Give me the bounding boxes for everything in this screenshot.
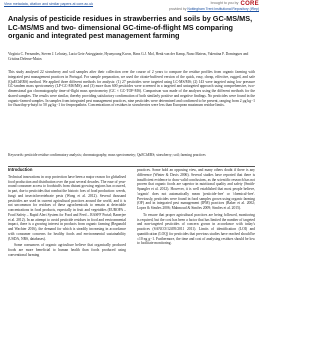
- metadata-link[interactable]: [4, 2, 93, 6]
- keywords: Keywords: pesticide residue confirmatory analysis; chromatography; mass spectrometry; QuEChERS; strawberry; soil; farming practices: [8, 153, 206, 157]
- right-paragraph-1: practices. Some hold an opposing view, and many others doubt if there is any difference (Winter & Davis 2006). Several studies have reported that there is insufficient evidence to draw valid conclusions, as the scientific research has not proven that organic foods are superior in nutritional quality and safety (Smith-Spangler et al. 2012). However, it is well established that most people believe, 'organic' does not automatically mean 'pesticide-free' or 'chemical-free'. Previously, pesticides were found in food samples grown using organic farming (OF) and in integrated pest management (IPM) practices (Baker et al. 2002; Lopez & Simões 2006; Mahmoud & Simões 2009; Simões et al. 2015).: [137, 168, 255, 210]
- right-column: [137, 168, 255, 248]
- intro-paragraph-1: Technical innovations in crop protection have been a major reason for globalised food production and distribution over the past several decades. The ease of year-round consumer access to foodstuffs from distant growing regions has occurred, in part, due to pesticides that combat the historic foes of food production: weeds, fungi and insects/invertebrate pests (Wong et al. 2012). Several thousand pesticides are used in current agricultural practices around the world, and it is not uncommon for residues of these agrochemicals to remain at detectable concentrations in food products, especially in fruit and vegetables (EUROPA – Food Safety – Rapid Alert System for Food and Feed – RASFF Portal; Banerjee et al. 2012). In an attempt to avoid pesticide residues in food and environmental impact, there is a growing interest in products from organic farming (Reganold and Wachter 2016), the demand for which is steadily increasing in accordance with consumer concerns for healthy foods and environmental sustainability (USDA, NRS, databases).: [8, 174, 126, 241]
- section-divider: [8, 166, 255, 167]
- paper-title: Analysis of pesticide residues in strawberries and soils by GC-MS/MS, LC-MS/MS and two- dimensional GC-time-of-flight MS comparing organic and integrated pest management farming: [8, 14, 253, 41]
- core-logo[interactable]: CORE: [240, 1, 259, 7]
- author-list: Virgínia C. Fernandes, Steven J. Lehotay, Lucia Geis-Asteggiante, Hyunyoung Kwon, Hans G.J. Mol, Henk van der Kamp, Nuno Mateus, Valentina F. Domingues and Cristina Delerue-Matos: [8, 52, 249, 61]
- introduction-heading: Introduction: [8, 167, 33, 172]
- repository-link[interactable]: Nottingham Trent Institutional Repository (IRep): [187, 7, 259, 11]
- abstract: This study analysed 22 strawberry and soil samples after their collection over the course of 2 years to compare the residue profiles from organic farming with integrated pest management practices in Portugal. For sample preparation, we used the citrate-buffered version of the quick, easy, cheap, effective, rugged, and safe (QuEChERS) method. We applied three different methods for analysis: (1) 27 pesticides were targeted using LC-MS/MS; (2) 143 were targeted using low pressure GC-tandem mass spectrometry (LP-GC-MS/MS); and (3) more than 600 pesticides were screened in a targeted and untargeted approach using comprehensive, two-dimensional gas chromatography time-of-flight mass spectrometry (GC × GC-TOF-MS). Comparison was made of the analyses using the different methods for the shared samples. The results were similar, thereby providing satisfactory confirmation of both similarly positive and negative findings. No pesticides were found in the organic-farmed samples. In samples from integrated pest management practices, nine pesticides were determined and confirmed to be present, ranging from 2 μg kg−1 for fluazifop-p-butyl to 50 μg kg−1 for fenpropathrin. Concentrations of residues in strawberries were less than European maximum residue limits.: [8, 70, 255, 108]
- metadata-link-text[interactable]: View metadata, citation and similar papers at core.ac.uk: [4, 2, 94, 6]
- right-paragraph-2: To ensure that proper agricultural practices are being followed, monitoring is required, but the cost has been a factor that has limited the number of targeted and non-targeted pesticides of concern grown in accordance with today's practices (SANCO/12495/2011 2011). Limits of identification (LOI) and quantification (LOQ) for pesticides that previous studies have reached should be ≤10 ng g−1. Furthermore, the time and cost of analysing residues should be low to facilitate monitoring.: [137, 212, 255, 246]
- left-column: [8, 168, 126, 260]
- provided-by-prefix: provided by: [168, 7, 187, 11]
- intro-paragraph-2: Some consumers of organic agriculture believe that organically produced foods are more beneficial to human health than foods produced using conventional farming: [8, 243, 126, 257]
- provided-by: [169, 7, 259, 11]
- brought-by-label: brought to you by: [210, 1, 239, 5]
